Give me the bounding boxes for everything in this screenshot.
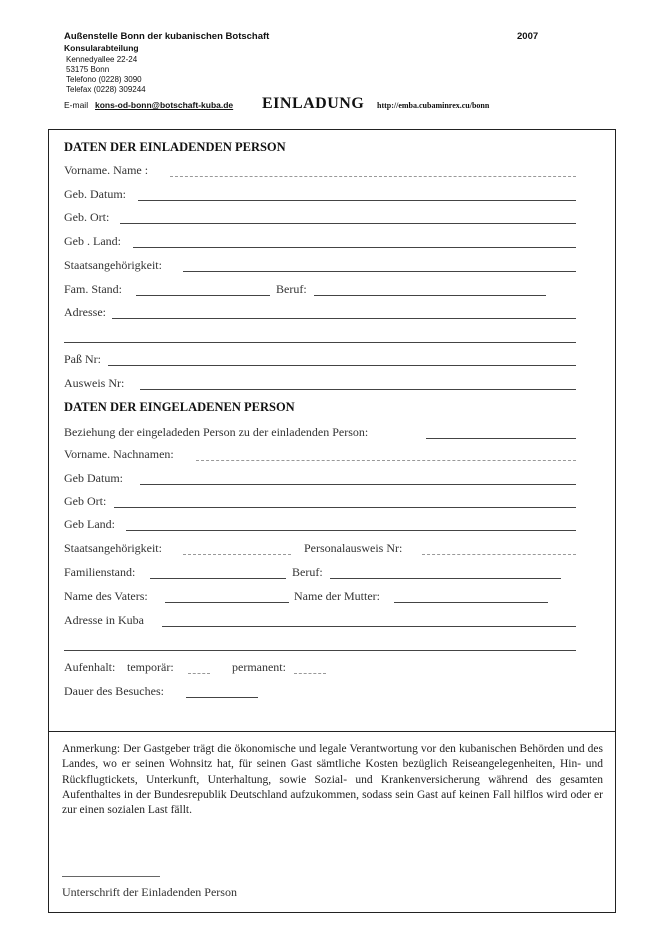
invitee-heading: DATEN DER EINGELADENEN PERSON — [64, 400, 295, 414]
website-url: http://emba.cubaminrex.cu/bonn — [377, 101, 490, 110]
invitee-address-field[interactable] — [162, 626, 576, 627]
invitee-relationship-label: Beziehung der eingeladeden Person zu der einladenden Person: — [64, 425, 369, 439]
inviter-heading: DATEN DER EINLADENDEN PERSON — [64, 140, 286, 154]
inviter-occupation-label: Beruf: — [276, 282, 307, 296]
invitee-duration-field[interactable] — [186, 697, 258, 698]
invitee-nationality-field[interactable] — [183, 554, 291, 555]
invitee-duration-label: Dauer des Besuches: — [64, 684, 164, 698]
address-city: 53175 Bonn — [66, 65, 110, 74]
inviter-passport-field[interactable] — [108, 365, 576, 366]
invitee-marital-field[interactable] — [150, 578, 286, 579]
inviter-birthcountry-label: Geb . Land: — [64, 234, 121, 248]
email-label: E-mail — [64, 100, 89, 110]
invitee-stay-temporary-field[interactable] — [188, 673, 210, 674]
invitee-birthplace-label: Geb Ort: — [64, 494, 107, 508]
invitee-father-label: Name des Vaters: — [64, 589, 148, 603]
signature-line[interactable] — [62, 876, 160, 877]
inviter-name-label: Vorname. Name : — [64, 163, 149, 177]
invitee-idcard-field[interactable] — [422, 554, 576, 555]
invitee-relationship-field[interactable] — [426, 438, 576, 439]
invitee-marital-label: Familienstand: — [64, 565, 136, 579]
inviter-passport-label: Paß Nr: — [64, 352, 101, 366]
invitee-name-label: Vorname. Nachnamen: — [64, 447, 174, 461]
organization-name: Außenstelle Bonn der kubanischen Botschaft — [64, 31, 270, 42]
invitee-address-field-2[interactable] — [64, 650, 576, 651]
inviter-idcard-label: Ausweis Nr: — [64, 376, 125, 390]
inviter-occupation-field[interactable] — [314, 295, 546, 296]
inviter-address-field[interactable] — [112, 318, 576, 319]
inviter-nationality-label: Staatsangehörigkeit: — [64, 258, 162, 272]
document-year: 2007 — [517, 31, 539, 42]
invitee-birthdate-label: Geb Datum: — [64, 471, 123, 485]
fax-number: Telefax (0228) 309244 — [66, 85, 146, 94]
inviter-marital-field[interactable] — [136, 295, 270, 296]
signature-label: Unterschrift der Einladenden Person — [62, 885, 237, 899]
liability-note-text: Anmerkung: Der Gastgeber trägt die ökonomische und legale Verantwortung vor den kubanischen Behörden und des Landes, wo er seinen Wohnsitz hat, für seinen Gast sämtliche Kosten bezüglich Reiseangelegenheiten, Hin- und Rückflugtickets, Unterkunft, Unterhaltung, sowie Sozial- und Krankenversicherung während des gesamten Aufenthaltes in der Bundesrepublik Deutschland aufzukommen, sodass sein Gast auf keinen Fall hilflos wird oder er zur einen sozialen Last fällt. — [62, 743, 603, 817]
phone-number: Telefono (0228) 3090 — [66, 75, 142, 84]
inviter-birthplace-field[interactable] — [120, 223, 576, 224]
inviter-birthcountry-field[interactable] — [133, 247, 576, 248]
invitee-stay-permanent-field[interactable] — [294, 673, 326, 674]
invitee-birthplace-field[interactable] — [114, 507, 576, 508]
invitee-stay-label: Aufenhalt: — [64, 660, 116, 674]
document-title: EINLADUNG — [262, 95, 365, 112]
invitee-father-field[interactable] — [165, 602, 289, 603]
invitee-stay-temporary-label: temporär: — [127, 660, 174, 674]
email-address: kons-od-bonn@botschaft-kuba.de — [95, 100, 234, 110]
invitee-birthcountry-label: Geb Land: — [64, 517, 115, 531]
address-street: Kennedyallee 22-24 — [66, 55, 138, 64]
invitee-occupation-label: Beruf: — [292, 565, 323, 579]
inviter-birthdate-field[interactable] — [138, 200, 576, 201]
inviter-idcard-field[interactable] — [140, 389, 576, 390]
invitee-birthdate-field[interactable] — [140, 484, 576, 485]
inviter-name-field[interactable] — [170, 176, 576, 177]
invitee-mother-field[interactable] — [394, 602, 548, 603]
inviter-address-label: Adresse: — [64, 305, 106, 319]
inviter-address-field-2[interactable] — [64, 342, 576, 343]
department-name: Konsularabteilung — [64, 43, 139, 53]
inviter-nationality-field[interactable] — [183, 271, 576, 272]
invitee-mother-label: Name der Mutter: — [294, 589, 380, 603]
invitee-birthcountry-field[interactable] — [126, 530, 576, 531]
inviter-marital-label: Fam. Stand: — [64, 282, 123, 296]
invitee-stay-permanent-label: permanent: — [232, 660, 286, 674]
inviter-birthplace-label: Geb. Ort: — [64, 210, 110, 224]
invitee-nationality-label: Staatsangehörigkeit: — [64, 541, 162, 555]
invitee-name-field[interactable] — [196, 460, 576, 461]
liability-note — [62, 742, 603, 818]
inviter-birthdate-label: Geb. Datum: — [64, 187, 126, 201]
invitee-occupation-field[interactable] — [330, 578, 561, 579]
invitee-idcard-label: Personalausweis Nr: — [304, 541, 403, 555]
invitee-address-label: Adresse in Kuba — [64, 613, 144, 627]
